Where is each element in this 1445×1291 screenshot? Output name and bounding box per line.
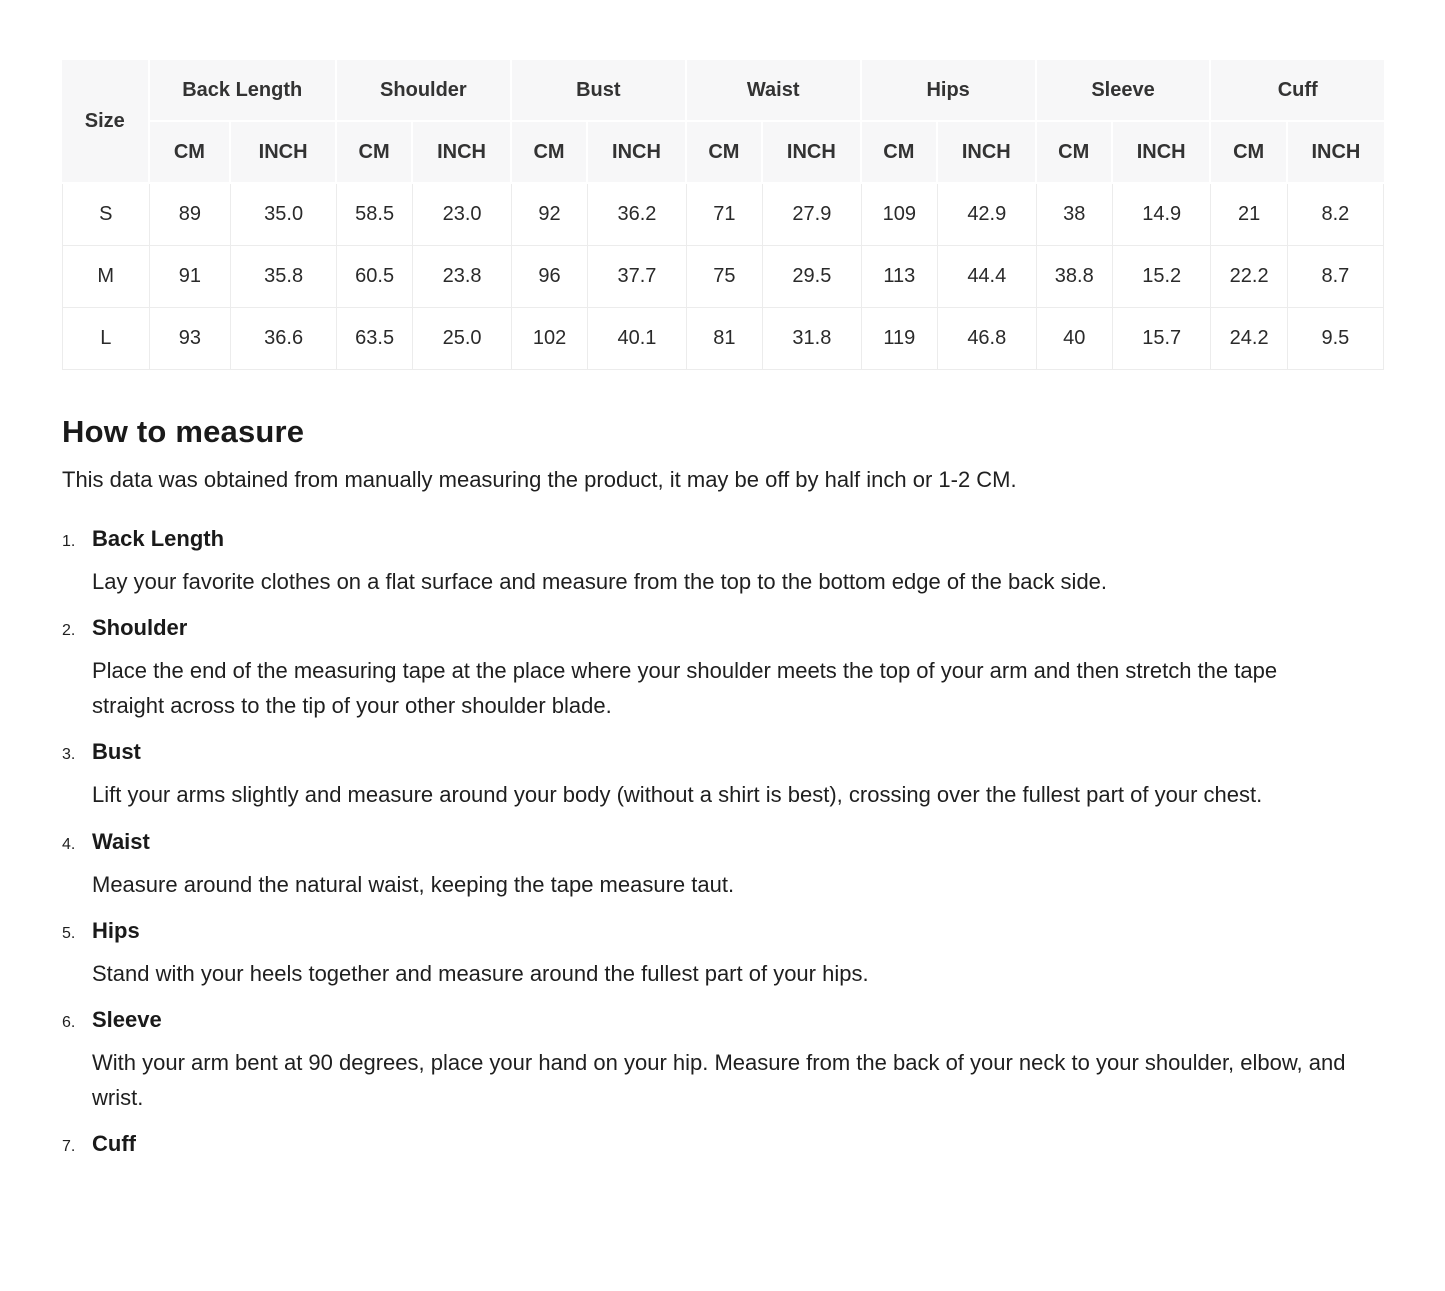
measurement-cell: 29.5	[763, 246, 862, 308]
measurement-cell: 9.5	[1288, 308, 1384, 370]
size-cell: L	[62, 308, 150, 370]
step-description: Measure around the natural waist, keeping the tape measure taut.	[92, 871, 735, 897]
measurement-cell: 113	[862, 246, 938, 308]
step-number: 1.	[62, 532, 76, 550]
measurement-cell: 38.8	[1037, 246, 1113, 308]
table-row-size-m	[62, 246, 1384, 308]
unit-header-cm: CM	[337, 122, 413, 184]
step-heading	[62, 829, 1384, 855]
measurement-cell: 109	[862, 184, 938, 246]
unit-header-cm: CM	[512, 122, 588, 184]
size-chart-body	[62, 184, 1384, 370]
column-group-back-length: Back Length	[150, 60, 337, 122]
measurement-cell: 91	[150, 246, 232, 308]
column-group-sleeve: Sleeve	[1037, 60, 1212, 122]
measure-step-waist	[62, 829, 1384, 902]
measurement-cell: 119	[862, 308, 938, 370]
unit-header-inch: INCH	[413, 122, 512, 184]
step-number: 3.	[62, 746, 76, 764]
step-title: Back Length	[92, 525, 225, 551]
measurement-cell: 96	[512, 246, 588, 308]
step-title: Shoulder	[92, 615, 188, 641]
step-description: Stand with your heels together and measure around the fullest part of your hips.	[92, 960, 869, 986]
measurement-cell: 102	[512, 308, 588, 370]
column-group-shoulder: Shoulder	[337, 60, 512, 122]
size-chart-header	[62, 60, 1384, 184]
step-description: Lay your favorite clothes on a flat surface and measure from the top to the bottom edge of the back side.	[92, 568, 1108, 594]
step-description: Place the end of the measuring tape at the place where your shoulder meets the top of your arm and then stretch the tape straight across to the tip of your other shoulder blade.	[92, 658, 1278, 719]
unit-header-cm: CM	[1037, 122, 1113, 184]
measure-step-bust	[62, 739, 1384, 812]
step-number: 7.	[62, 1138, 76, 1156]
unit-header-inch: INCH	[1113, 122, 1212, 184]
measurement-cell: 89	[150, 184, 232, 246]
step-number: 4.	[62, 835, 76, 853]
measurement-cell: 44.4	[938, 246, 1037, 308]
measurement-cell: 36.6	[231, 308, 337, 370]
unit-header-cm: CM	[150, 122, 232, 184]
measure-step-sleeve	[62, 1007, 1384, 1115]
measurement-cell: 35.0	[231, 184, 337, 246]
step-heading	[62, 918, 1384, 944]
column-group-waist: Waist	[687, 60, 862, 122]
measurement-cell: 71	[687, 184, 763, 246]
unit-header-inch: INCH	[763, 122, 862, 184]
measure-step-back-length	[62, 526, 1384, 599]
step-number: 2.	[62, 622, 76, 640]
measurement-cell: 14.9	[1113, 184, 1212, 246]
measurement-cell: 38	[1037, 184, 1113, 246]
step-title: Sleeve	[92, 1007, 162, 1033]
measurement-cell: 15.7	[1113, 308, 1212, 370]
measure-step-hips	[62, 918, 1384, 991]
size-chart-table	[62, 60, 1384, 370]
unit-header-cm: CM	[862, 122, 938, 184]
measurement-cell: 60.5	[337, 246, 413, 308]
step-number: 5.	[62, 924, 76, 942]
measurement-cell: 24.2	[1211, 308, 1287, 370]
step-title: Cuff	[92, 1131, 136, 1157]
measurement-cell: 93	[150, 308, 232, 370]
measurement-cell: 27.9	[763, 184, 862, 246]
unit-header-inch: INCH	[231, 122, 337, 184]
column-group-hips: Hips	[862, 60, 1037, 122]
measurement-cell: 23.8	[413, 246, 512, 308]
step-heading	[62, 1131, 1384, 1157]
measurement-cell: 35.8	[231, 246, 337, 308]
measurement-cell: 22.2	[1211, 246, 1287, 308]
column-group-cuff: Cuff	[1211, 60, 1384, 122]
step-heading	[62, 615, 1384, 641]
unit-header-row	[62, 122, 1384, 184]
measurement-cell: 8.7	[1288, 246, 1384, 308]
table-row-size-l	[62, 308, 1384, 370]
measurement-cell: 40.1	[588, 308, 687, 370]
size-cell: S	[62, 184, 150, 246]
step-title: Bust	[92, 739, 141, 765]
measurement-cell: 25.0	[413, 308, 512, 370]
measurement-cell: 81	[687, 308, 763, 370]
unit-header-cm: CM	[1211, 122, 1287, 184]
size-column-header: Size	[62, 60, 150, 184]
step-title: Waist	[92, 828, 150, 854]
unit-header-inch: INCH	[588, 122, 687, 184]
measure-intro-text: This data was obtained from manually measuring the product, it may be off by half inch or 1-2 CM.	[62, 467, 1017, 492]
measurement-cell: 46.8	[938, 308, 1037, 370]
measurement-cell: 8.2	[1288, 184, 1384, 246]
measure-step-shoulder	[62, 615, 1384, 723]
step-title: Hips	[92, 917, 140, 943]
group-header-row	[62, 60, 1384, 122]
measurement-cell: 75	[687, 246, 763, 308]
table-row-size-s	[62, 184, 1384, 246]
measurement-cell: 42.9	[938, 184, 1037, 246]
size-cell: M	[62, 246, 150, 308]
measurement-cell: 21	[1211, 184, 1287, 246]
step-heading	[62, 526, 1384, 552]
measurement-cell: 63.5	[337, 308, 413, 370]
measurement-cell: 36.2	[588, 184, 687, 246]
measurement-cell: 31.8	[763, 308, 862, 370]
measurement-cell: 23.0	[413, 184, 512, 246]
measurement-cell: 40	[1037, 308, 1113, 370]
measurement-cell: 58.5	[337, 184, 413, 246]
step-heading	[62, 1007, 1384, 1033]
measure-step-cuff	[62, 1131, 1384, 1157]
step-description: Lift your arms slightly and measure around your body (without a shirt is best), crossing over the fullest part of your chest.	[92, 782, 1263, 808]
how-to-measure-title: How to measure	[62, 414, 305, 449]
unit-header-inch: INCH	[938, 122, 1037, 184]
step-description: With your arm bent at 90 degrees, place your hand on your hip. Measure from the back of your neck to your shoulder, elbow, and wrist.	[92, 1050, 1346, 1111]
unit-header-inch: INCH	[1288, 122, 1384, 184]
step-heading	[62, 739, 1384, 765]
measurement-cell: 15.2	[1113, 246, 1212, 308]
step-number: 6.	[62, 1014, 76, 1032]
measurement-cell: 37.7	[588, 246, 687, 308]
column-group-bust: Bust	[512, 60, 687, 122]
measurement-cell: 92	[512, 184, 588, 246]
measure-steps-list	[62, 526, 1384, 1158]
unit-header-cm: CM	[687, 122, 763, 184]
